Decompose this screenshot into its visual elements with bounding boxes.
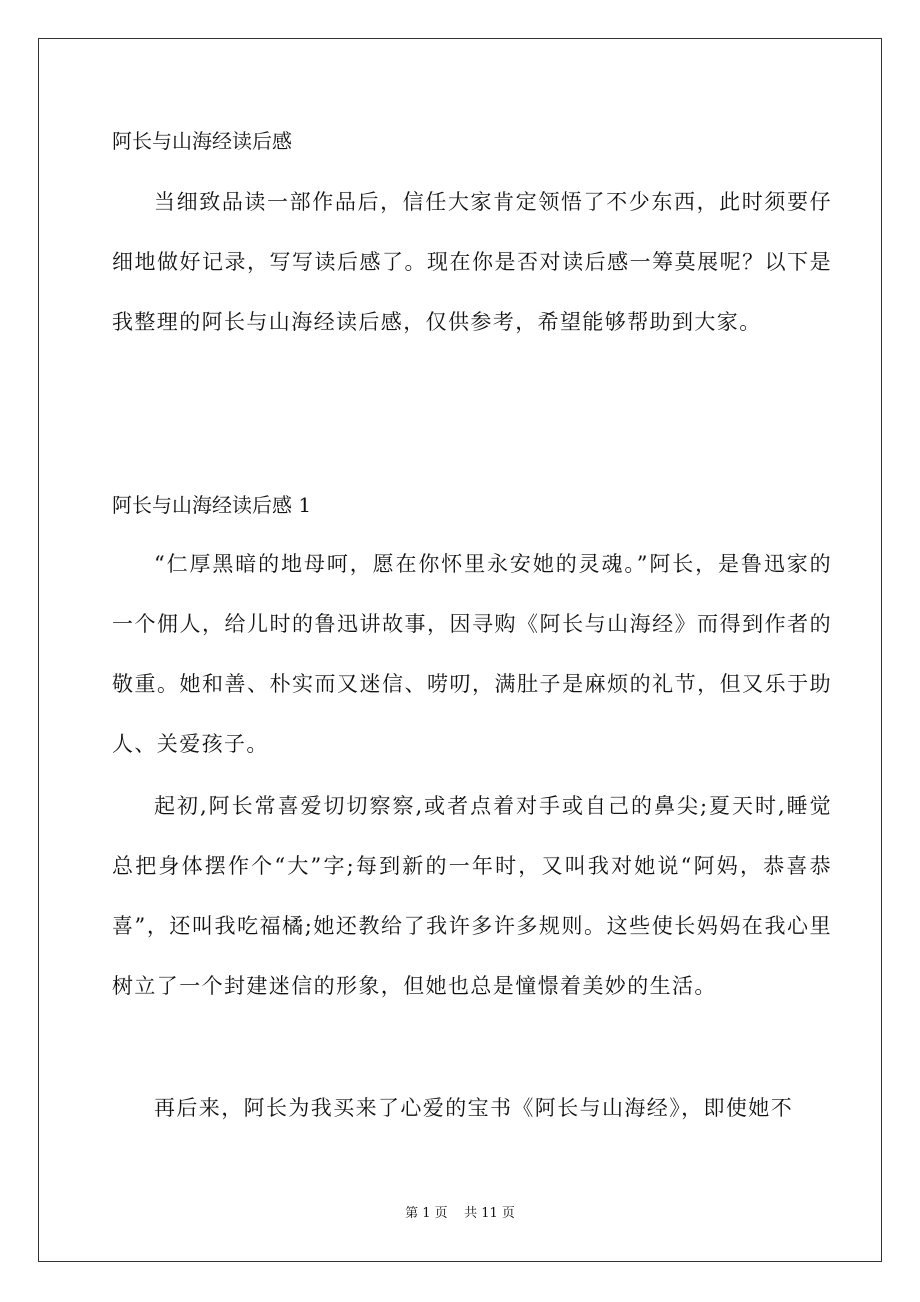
page-footer: 第 1 页 共 11 页 [405,1206,515,1221]
body-paragraph-1: “仁厚黑暗的地母呵，愿在你怀里永安她的灵魂。”阿长，是鲁迅家的一个佣人，给儿时的鲁迅讲故事，因寻购《阿长与山海经》而得到作者的敬重。她和善、朴实而又迷信、唠叨，满肚子是麻烦的礼节，但又乐于助人、关爱孩子。 [112,552,832,756]
section-title: 阿长与山海经读后感 1 [112,493,312,517]
main-title: 阿长与山海经读后感 [112,129,292,153]
body-paragraph-3: 再后来，阿长为我买来了心爱的宝书《阿长与山海经》，即使她不 [154,1096,794,1120]
body-paragraph-2: 起初,阿长常喜爱切切察察,或者点着对手或自己的鼻尖;夏天时,睡觉总把身体摆作个“大”字;每到新的一年时，又叫我对她说“阿妈，恭喜恭喜”，还叫我吃福橘;她还教给了我许多许多规则。这些使长妈妈在我心里树立了一个封建迷信的形象，但她也总是憧憬着美妙的生活。 [112,794,832,998]
intro-paragraph: 当细致品读一部作品后，信任大家肯定领悟了不少东西，此时须要仔细地做好记录，写写读后感了。现在你是否对读后感一筹莫展呢？以下是我整理的阿长与山海经读后感，仅供参考，希望能够帮助到大家。 [112,190,832,334]
